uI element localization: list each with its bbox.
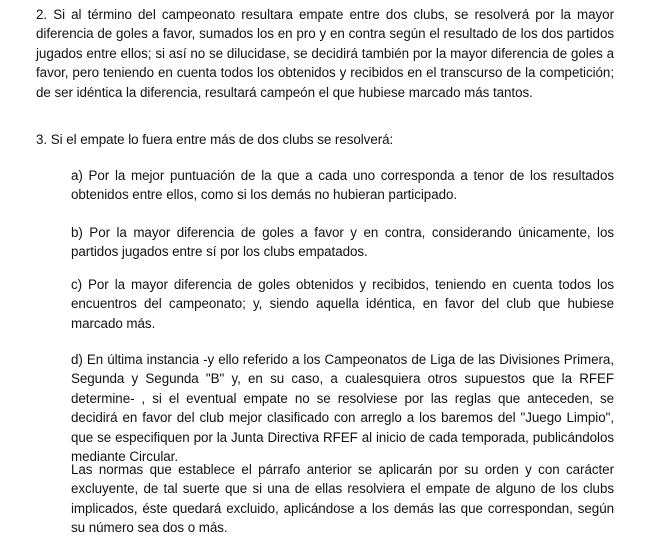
paragraph-rule-3a: a) Por la mejor puntuación de la que a cada uno corresponda a tenor de los resultados obtenidos entre ellos, como si los demás no hubieran participado. <box>71 168 614 203</box>
paragraph-rule-3: 3. Si el empate lo fuera entre más de dos clubs se resolverá: <box>36 132 394 147</box>
paragraph-closing-norms: Las normas que establece el párrafo anterior se aplicarán por su orden y con carácter excluyente, de tal suerte que si una de ellas resolviera el empate de alguno de los clubs implicados, éste quedará excluido, aplicándose a los demás las que correspondan, según su número sea dos o más. <box>71 462 614 536</box>
paragraph-rule-3c: c) Por la mayor diferencia de goles obtenidos y recibidos, teniendo en cuenta todos los encuentros del campeonato; y, siendo aquella idéntica, en favor del club que hubiese marcado más. <box>71 277 614 331</box>
paragraph-rule-3d: d) En última instancia -y ello referido a los Campeonatos de Liga de las Divisiones Primera, Segunda y Segunda "B" y, en su caso, a cualesquiera otros supuestos que la RFEF determine- , si el eventual empate no se resolviese por las reglas que anteceden, se decidirá en favor del club mejor clasificado con arreglo a los baremos del "Juego Limpio", que se especifiquen por la Junta Directiva RFEF al inicio de cada temporada, publicándolos mediante Circular. <box>71 352 614 465</box>
paragraph-rule-3b: b) Por la mayor diferencia de goles a favor y en contra, considerando únicamente, los partidos jugados entre sí por los clubs empatados. <box>71 225 614 260</box>
paragraph-rule-2: 2. Si al término del campeonato resultara empate entre dos clubs, se resolverá por la mayor diferencia de goles a favor, sumados los en pro y en contra según el resultado de los dos partidos jugados entre ellos; si así no se dilucidase, se decidirá también por la mayor diferencia de goles a favor, pero teniendo en cuenta todos los obtenidos y recibidos en el transcurso de la competición; de ser idéntica la diferencia, resultará campeón el que hubiese marcado más tantos. <box>36 7 614 100</box>
